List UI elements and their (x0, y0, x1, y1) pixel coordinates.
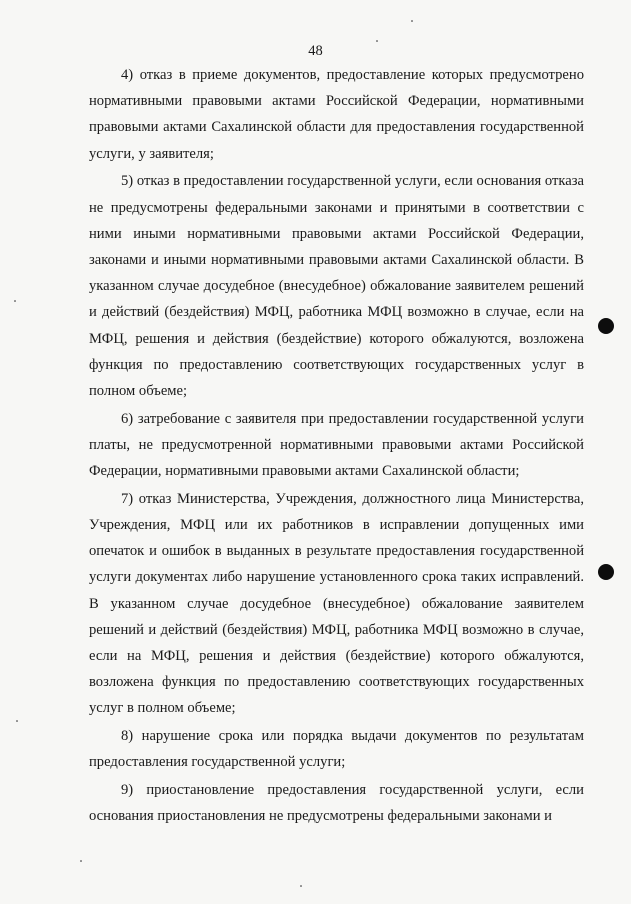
scan-speck (411, 20, 413, 22)
scan-speck (300, 885, 302, 887)
scan-speck (80, 860, 82, 862)
paragraph-item-4: 4) отказ в приеме документов, предоставление которых предусмотрено нормативными правовыми актами Российской Федерации, нормативными правовыми актами Сахалинской области для предоставления государственной услуги, у заявителя; (89, 67, 584, 162)
margin-dot (598, 318, 614, 334)
paragraph-item-8: 8) нарушение срока или порядка выдачи документов по результатам предоставления государственной услуги; (89, 728, 584, 771)
scan-speck (376, 40, 378, 42)
paragraph-item-7: 7) отказ Министерства, Учреждения, должностного лица Министерства, Учреждения, МФЦ или их работников в исправлении допущенных ими опечаток и ошибок в выданных в результате предоставления государственной услуги документах либо нарушение установленного срока таких исправлений. В указанном случае досудебное (внесудебное) обжалование заявителем решений и действий (бездействия) МФЦ, работника МФЦ возможно в случае, если на МФЦ, решения и действия (бездействие) которого обжалуются, возложена функция по предоставлению соответствующих государственных услуг в полном объеме; (89, 490, 584, 717)
paragraph-item-6: 6) затребование с заявителя при предоставлении государственной услуги платы, не предусмотренной нормативными правовыми актами Российской Федерации, нормативными правовыми актами Сахалинской области; (89, 410, 584, 480)
scan-speck (14, 300, 16, 302)
page-number: 48 (308, 43, 323, 59)
margin-dot (598, 564, 614, 580)
paragraph-item-9: 9) приостановление предоставления государственной услуги, если основания приостановления не предусмотрены федеральными законами и (89, 781, 584, 825)
paragraph-item-5: 5) отказ в предоставлении государственной услуги, если основания отказа не предусмотрены федеральными законами и принятыми в соответствии с ними иными нормативными правовыми актами Российской Федерации, законами и иными нормативными правовыми актами Сахалинской области. В указанном случае досудебное (внесудебное) обжалование заявителем решений и действий (бездействия) МФЦ, работника МФЦ возможно в случае, если на МФЦ, решения и действия (бездействие) которого обжалуются, возложена функция по предоставлению соответствующих государственных услуг в полном объеме; (89, 173, 584, 399)
document-body (89, 62, 584, 829)
scan-speck (16, 720, 18, 722)
